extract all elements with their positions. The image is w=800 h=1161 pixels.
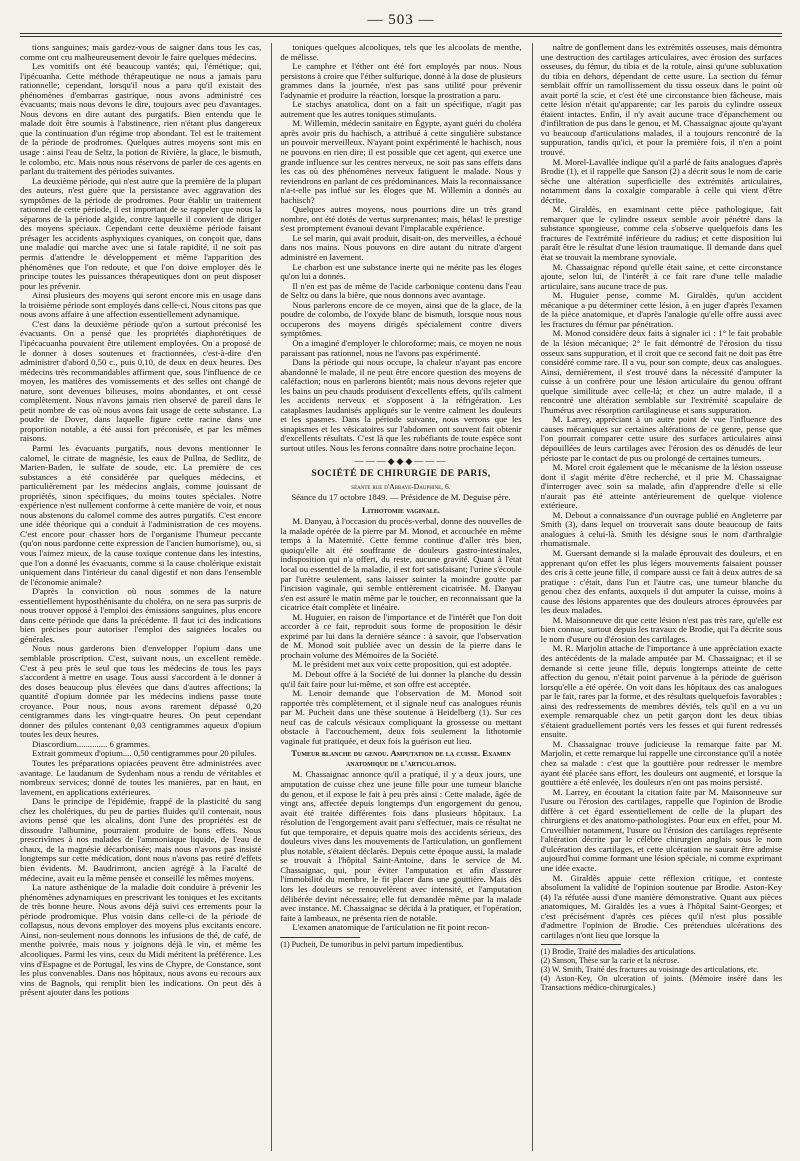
column-1 [20, 43, 261, 1151]
columns [20, 43, 782, 1151]
paragraph: M. Giraldès, en examinant cette pièce pathologique, fait remarquer que le cylindre osseux semble avoir pénétré dans la substance spongieuse, comme cela s'observe quelquefois dans les fractures de l'extrémité inférieure du radius; et cette disposition lui paraît être le résultat d'une lésion traumatique. Il demande dans quel état se trouvait la membrane synoviale. [540, 204, 782, 263]
paragraph: M. Giraldès appuie cette réflexion critique, et conteste absolument la validité de l'opinion soutenue par Brodie. Aston-Key (4) l'a réfutée aussi d'une manière démonstrative. Quant aux pièces anatomiques, M. Giraldès les a vues à l'hôpital Saint-Georges; et c'est précisément d'après ces pièces qu'il n'est plus possible d'admettre l'opinion de Brodie. Ces prétendues ulcérations des cartilages n'ont lieu que lorsque la [540, 872, 782, 940]
column-2 [271, 43, 521, 1151]
footnote: (1) Brodie, Traité des maladies des articulations. [540, 947, 696, 957]
paragraph: Nous parlerons encore de ce moyen, ainsi que de la glace, de la poudre de colombo, de l'oxyde blanc de bismuth, lorsque nous nous occuperons des moyens dirigés spécialement contre divers symptômes. [280, 299, 522, 339]
paragraph: M. Monod considère deux faits à signaler ici : 1° le fait probable de la lésion mécanique; 2° le fait démontré de l'érosion du tissu osseux sans suppuration, et il croit que ce second fait ne doit pas être considéré comme rare. Il a vu, pour son compte, deux cas analogues. Ainsi, dernièrement, il s'est trouvé dans la nécessité d'amputer la cuisse à un confrère pour une lésion articulaire du genou offrant quelque similitude avec celle-là; et chez un autre malade, il a rencontré une altération semblable sur l'extrémité scapulaire de l'humérus avec résorption cartilagineuse et sans suppuration. [540, 328, 782, 415]
paragraph: Dans le principe de l'épidémie, frappé de la plasticité du sang chez les cholériques, du peu de parties fluides qu'il contenait, nous avions pensé que les alcalins, dont l'une des propriétés est de dissoudre l'albumine, pourraient produire de bons effets. Nous prescrivîmes à nos malades de l'ammoniaque liquide, de l'eau de chaux, de la magnésie décarbonisée; mais nous n'avons pas insisté longtemps sur cette médication, dont nous n'avons pas retiré d'effets bien évidents. M. Baudrimont, ancien agrégé à la Faculté de médecine, avait eu la même pensée et conseillé les mêmes moyens. [20, 796, 262, 883]
paragraph: Nous nous garderons bien d'envelopper l'opium dans une semblable proscription. C'est, suivant nous, un excellent remède. C'est à peu près le seul que tous les médecins de tous les pays s'accordent à mettre en usage. Tous aussi s'accordent à le donner à des doses beaucoup plus élevées que dans d'autres affections; la quantité d'opium donnée par les médecins indiens passe toute croyance. Pour nous, nous avons rarement dépassé 0,20 centigrammes dans les vingt-quatre heures. On peut cependant donner des pilules contenant 0,03 centigrammes aqueux d'opium toutes les deux heures. [20, 643, 262, 740]
paragraph: Le sel marin, qui avait produit, disait-on, des merveilles, a échoué dans nos mains. Nous pouvons en dire autant du nitrate d'argent administré en lavement. [280, 232, 522, 263]
paragraph: M. Morel croit également que le mécanisme de la lésion osseuse dont il s'agit mérite d'être recherché, et il prie M. Chassaignac d'interroger avec soin sa malade, afin d'apprendre d'elle si elle n'aurait pas été atteinte antérieurement de quelque violence extérieure. [540, 462, 782, 511]
paragraph: M. Debout a connaissance d'un ouvrage publié en Angleterre par Smith (3), dans lequel on trouverait sans doute beaucoup de faits analogues à celui-là. Smith les désigne sous le nom d'arthralgie rhumatismale. [540, 509, 782, 549]
paragraph: La nature asthénique de la maladie doit conduire à prévenir les phénomènes adynamiques en prescrivant les toniques et les excitants de très bonne heure. Nous avons déjà suivi ces errements pour la période prodromique. Plus voisin dans celle-ci de la période de collapsus, nous devons employer des moyens plus excitants encore. Ainsi, non-seulement nous donnons les infusions de thé, de café, de menthe poivrée, mais nous y joignons déjà le vin, et même les alcooliques. Parmi les vins, ceux du Midi méritent la préférence. Les vins d'Espagne et de Portugal, les vins de Chypre, de Constance, sont les plus convenables. Dans nos hôpitaux, nous avons eu recours aux vins de Bagnols, qui remplit bien les indications. On peut dès à présent ajouter dans les potions [20, 882, 262, 998]
paragraph: Dans la période qui nous occupe, la chaleur n'ayant pas encore abandonné le malade, il ne peut être encore question des moyens de caléfaction; nous en parlerons bientôt; mais nous devons rejeter que les bains un peu chauds produisent d'excellents effets, qu'ils calment les accidents nerveux et s'opposent à la réfrigération. Les cataplasmes laudanisés appliqués sur le ventre calment les douleurs et les spasmes. Dans la période suivante, nous verrons que les sinapismes et les vésicatoires sur l'abdomen ont souvent fait obtenir d'excellents résultats. C'est là que les rubéfiants de toute espèce sont surtout utiles. Nous les ferons connaître dans notre prochaine leçon. [280, 357, 522, 453]
paragraph: M. Chassaignac répond qu'elle était saine, et cette circonstance ajoute, selon lui, de l'intérêt à ce fait rare d'une telle maladie articulaire, sans aucune trace de pus. [540, 261, 782, 291]
paragraph: M. le président met aux voix cette proposition, qui est adoptée. [292, 659, 512, 670]
paragraph: On a imaginé d'employer le chloroforme; mais, ce moyen ne nous paraissant pas rationnel, nous ne l'avons pas expérimenté. [280, 337, 522, 358]
paragraph: Parmi les évacuants purgatifs, nous devons mentionner le calomel, le citrate de magnésie, les eaux de Pullna, de Sedlitz, de Marien-Baden, le sulfate de soude, etc. La première de ces substances a été considérée par quelques médecins, et particulièrement par les médecins anglais, comme jouissant de propriétés, sinon spécifiques, du moins toutes spéciales. Notre expérience n'est nullement conforme à cette manière de voir, et nous nous abstenons du calomel comme des autres purgatifs. C'est encore une idée théorique qui a conduit à l'administration de ces moyens. C'est encore pour chasser hors de l'organisme l'humeur peccante (qu'on nous pardonne cette expression de l'ancien humorisme), ou, si vous l'aimez mieux, de la cause toxique contenue dans les intestins, que l'on a donné les évacuants, comme si la cause cholérique existait uniquement dans l'intérieur du canal digestif et non dans l'ensemble de l'économie animale? [20, 442, 262, 587]
column-2-tumeur [280, 770, 521, 932]
paragraph: D'après la conviction où nous sommes de la nature essentiellement hyposthénisante du choléra, on ne sera pas surpris de nous trouver opposé à l'emploi des émissions sanguines, plus encore dans cette période que dans la précédente. Il faut ici des indications bien précises pour autoriser l'emploi des saignées locales ou générales. [20, 586, 262, 644]
paragraph: Il n'en est pas de même de l'acide carbonique contenu dans l'eau de Seltz ou dans la bière, que nous donnons avec avantage. [280, 280, 522, 301]
paragraph: M. Danyau, à l'occasion du procès-verbal, donne des nouvelles de la malade opérée de la pierre par M. Monod, et accouchée en même temps à la Maternité. Cette femme continue d'aller très bien, quoiqu'elle ait été souffrante de douleurs gastro-intestinales, indisposition qui n'a offert, du reste, aucune gravité. Quant à l'état local ou essentiel de la maladie, il est fort satisfaisant; l'urine s'écoule par l'urètre seulement, sans laisser suinter la moindre goutte par l'incision vaginale, qui semble entièrement cicatrisée. M. Danyau s'en est assuré le matin même par le toucher, en reconnaissant que la cicatrice était complète et linéaire. [280, 516, 522, 613]
paragraph: Toutes les préparations opiacées peuvent être administrées avec avantage. Le laudanum de Sydenham nous a rendu de véritables et nombreux services; donné de toutes les manières, par en haut, en lavement, en applications extérieures. [20, 758, 262, 797]
footnote-rule [541, 944, 621, 945]
paragraph: M. R. Marjolin attache de l'importance à une appréciation exacte des antécédents de la malade amputée par M. Chassaignac; et il se demande si cette jeune fille, depuis longtemps atteinte de cette affection du genou, n'était point parvenue à la période de guérison lorsqu'elle a été opérée. On voit dans les hôpitaux des cas analogues par le fait, rares par la forme, et des résultats quelquefois favorables : ainsi des redressements de membres déviés, tels qu'il en a vu un exemple remarquable chez un petit garçon dont les deux tibias s'étaient graduellement portés vers les fesses et qui furent redressés ensuite. [540, 643, 782, 740]
paragraph: La deuxième période, qui n'est autre que la première de la plupart des auteurs, n'est guère que la persistance avec aggravation des symptômes de la période de prodromes. Pour établir un traitement rationnel de cette période, il est important de se rappeler que nous la séparons de la période algide, contre laquelle il convient de diriger des moyens spéciaux. Cependant cette deuxième période faisant présager les accidents asphyxiques cyaniques, on conçoit que, dans une maladie qui marche avec une si fatale rapidité, il ne soit pas permis d'attendre le développement et même l'apparition des phénomènes que l'on redoute, et que l'on doive employer dès le principe toutes les puissances thérapeutiques dont on peut disposer pour les prévenir. [20, 175, 262, 291]
paragraph: Ainsi plusieurs des moyens qui seront encore mis en usage dans la troisième période sont employés dans celle-ci. Nous citons pas que nous avons affaire à une affection essentiellement adynamique. [20, 290, 262, 320]
paragraph: M. Willemin, médecin sanitaire en Égypte, ayant guéri du choléra après avoir pris du hachisch, a attribué à cette singulière substance un pouvoir merveilleux. N'ayant point expérimenté le hachisch, nous ne pouvons en rien dire; il est possible que cet agent, qui exerce une grande influence sur les centres nerveux, ne soit pas sans effets dans les cas où des phénomènes nerveux fatiguent le malade. Nous y reviendrons en parlant de ces prédominances. Mais la reconnaissance n'a-t-elle pas influé sur les éloges que M. Willemin a donnés au hachisch? [280, 118, 522, 205]
paragraph: M. Guersant demande si la malade éprouvait des douleurs, et en apprenant qu'on effet les plus légers mouvements faisaient pousser des cris à cette jeune fille, il compare aussi ce fait à deux autres de sa pratique : c'était, dans l'un et l'autre cas, une tumeur blanche du genou chez des enfants, auxquels il dut amputer la cuisse, moins à cause des lésions apparentes que des douleurs atroces éprouvées par les deux malades. [540, 547, 782, 616]
paragraph: Diascordium.............. 6 grammes. [32, 738, 150, 749]
footnote: (1) Pucheit, De tumoribus in pelvi partum impedientibus. [280, 939, 464, 949]
ornament-divider: ———◆◆◆——— [354, 455, 448, 466]
page-number: — 503 — [367, 12, 435, 28]
paragraph: toniques quelques alcooliques, tels que les alcoolats de menthe, de mélisse. [280, 43, 522, 62]
paragraph: Extrait gommeux d'opium.... 0,50 centigrammes pour 20 pilules. [32, 748, 257, 759]
column-3-footnotes [541, 947, 782, 992]
paragraph: M. Larrey, appréciant à un autre point de vue l'influence des causes mécaniques sur certaines altérations de ce genre, pense que l'on pourrait comparer cette usure des surfaces articulaires ainsi dépouillées de leurs cartilages avec l'érosion des os dénudés de leur périoste par le contact de pus ou prolongé de certaines tumeurs. [540, 414, 782, 463]
column-2-society [280, 517, 521, 746]
paragraph: naître de gonflement dans les extrémités osseuses, mais démontra une destruction des cartilages articulaires, avec érosion des surfaces osseuses, du fémur, du tibia et de la rotule, ainsi qu'une subluxation du tibia en dehors, dépendant de cette usure. La section du fémur semblait offrir un ramollissement du tissu osseux dans le point où avait porté la scie, et c'est été une circonstance bien fâcheuse, mais cette lésion n'était qu'apparente; car les parois du cylindre osseux étaient intactes. Enfin, il n'y avait aucune trace d'épanchement ou d'infiltration de pus dans le genou, et M. Chassaignac ajoute qu'ayant vu beaucoup d'articulations malades, il a toujours rencontré de la suppuration, tandis qu'ici, et pour la première fois, il n'en a point trouvé. [540, 43, 782, 158]
section-heading-tumeur: Tumeur blanche du genou. Amputation de la cuisse. Examen anatomique de l'articulation. [291, 748, 511, 768]
footnote: (4) Aston-Key, On ulceration of joints. (Mémoire inséré dans les Transactions médico-chirurgicales.) [540, 974, 782, 993]
paragraph: M. Lenoir demande que l'observation de M. Monod soit rapportée très complètement, et il signale neuf cas analogues réunis par M. Pucheit dans une thèse soutenue à Heidelberg (1). Sur ces neuf cas de calculs vésicaux compliquant la grossesse ou mettant obstacle à l'accouchement, deux fois seulement la lithotomie vaginale fut pratiquée, et deux fois la guérison eut lieu. [280, 688, 522, 746]
paragraph: Le camphre et l'éther ont été fort employés par nous. Nous persistons à croire que l'éther sulfurique, donné à la dose de plusieurs grammes dans la journée, n'est pas sans utilité pour prévenir l'adynamie et produire la réaction, lorsque la prostration a paru. [280, 61, 522, 100]
paragraph: tions sanguines; mais gardez-vous de saigner dans tous les cas, comme ont cru malheureusement devoir le faire quelques médecins. [20, 43, 262, 62]
column-2-lecture [280, 43, 521, 454]
paragraph: M. Huguier pense, comme M. Giraldès, qu'un accident mécanique a pu déterminer cette lésion, à en juger d'après l'examen de la pièce anatomique, et d'après l'analogie qu'elle offre aussi avec les fractures du fémur par pénétration. [540, 290, 782, 329]
paragraph: M. Morel-Lavallée indique qu'il a parlé de faits analogues d'après Brodie (1), et il rappelle que Sanson (2) a décrit sous le nom de carie sèche une altération superficielle des extrémités articulaires, notamment dans la coxalgie comparable à celle qui vient d'être décrite. [540, 156, 782, 205]
section-heading-lithotomie: Lithotomie vaginale. [362, 504, 440, 515]
paragraph: M. Maisonneuve dit que cette lésion n'est pas très rare, qu'elle est bien connue, surtout depuis les travaux de Brodie, qui l'a décrite sous le nom d'usure ou d'érosion des cartilages. [540, 614, 782, 644]
paragraph: C'est dans la deuxième période qu'on a surtout préconisé les évacuants. On a pensé que les propriétés diaphorétiques de l'ipécacuanha pouvaient être utilement employées. On a proposé de le donner à doses soutenues et fractionnées, c'est-à-dire d'en administrer d'abord 0,50 c., puis 0,10, de deux en deux heures. Des médecins très recommandables affirment que, sous l'influence de ce moyen, les matières des vomissements et des selles ont changé de nature, sont devenues bilieuses, moins abondantes, et ont cessé complètement. Nous n'avons jamais rien observé de pareil dans le petit nombre de cas où nous avons fait usage de cette substance. La poudre de Dover, dans laquelle figure cette racine dans une proportion notable, a été aussi fort préconisée, et par les mêmes raisons. [20, 318, 262, 444]
paragraph: Quelques autres moyens, nous pourrions dire un très grand nombre, ont été dotés de vertus surprenantes; mais, hélas! le prestige s'est promptement évanoui devant l'implacable expérience. [280, 204, 522, 234]
column-3-body [541, 43, 782, 940]
column-3 [532, 43, 782, 1151]
paragraph: M. Debout offre à la Société de lui donner la planche du dessin qu'il fait faire pour lui-même, et son offre est acceptée. [280, 669, 522, 689]
paragraph: M. Larrey, en écoutant la citation faite par M. Maisonneuve sur l'usure ou l'érosion des cartilages, rappelle que l'opinion de Brodie diffère à cet égard essentiellement de celle de la plupart des chirurgiens et des anatomo-pathologistes. Pour eux en effet, pour M. Cruveilhier notamment, l'usure ou l'érosion des cartilages représente l'altération décrite par le célèbre chirurgien anglais sous le nom d'ulcération des cartilages, et cette ulcération ne saurait être admise aujourd'hui comme formant une lésion spéciale, ni comme exprimant une idée exacte. [540, 786, 782, 874]
paragraph: M. Huguier, en raison de l'importance et de l'intérêt que l'on doit accorder à ce fait, reproduit sous forme de proposition le désir exprimé par lui dans la dernière séance : à savoir, que l'observation de M. Monod soit publiée avec un dessin de la pierre dans le prochain volume des Mémoires de la Société. [280, 611, 522, 660]
society-address: séante rue d'Abbaye-Dauphine, 6. [351, 481, 451, 491]
paragraph: L'examen anatomique de l'articulation ne fit point recon- [292, 922, 490, 933]
footnote: (2) Sanson, Thèse sur la carie et la nécrose. [540, 956, 680, 966]
paragraph: Les vomitifs ont été beaucoup vantés; qui, l'émétique; qui, l'ipécuanha. Cette méthode thérapeutique ne nous a jamais paru rationnelle; cependant, lorsqu'il nous a paru qu'il existait des phénomènes d'embarras gastrique, nous avons administré ces évacuants; mais nous devons le dire, toujours avec peu d'avantages. Nous devons en dire autant des purgatifs. Bien entendu que le malade doit être soumis à l'abstinence, rien n'étant plus dangereux que la continuation d'un régime trop abondant. Tel est le traitement de la période de prodromes. Quelques autres moyens sont mis en usage : ainsi l'eau de Seltz, la potion de Rivière, la glace, le bismuth, le colombo, etc. Mais nous nous réservons de parler de ces agents en parlant du traitement des périodes suivantes. [20, 61, 262, 177]
meeting-line: Séance du 17 octobre 1849. — Présidence de M. Deguise père. [291, 492, 511, 503]
paragraph: Le stachys anatolica, dont on a fait un spécifique, n'agit pas autrement que les autres toniques stimulants. [280, 99, 522, 119]
footnote: (3) W. Smith, Traité des fractures au voisinage des articulations, etc. [540, 965, 759, 975]
header-rule [20, 33, 782, 37]
paragraph: Le charbon est une substance inerte qui ne mérite pas les éloges qu'on lui a donnés. [280, 261, 522, 282]
paragraph: M. Chassaignac annonce qu'il a pratiqué, il y a deux jours, une amputation de cuisse chez une jeune fille pour une tumeur blanche du genou, et il expose le fait à peu près ainsi : Cette malade, âgée de vingt ans, affectée depuis longtemps d'un engorgement du genou, avait été traitée différentes fois dans plusieurs hôpitaux. La résolution de l'engorgement avait paru s'effectuer, mais ce résultat ne fut que temporaire, et depuis quatre mois des accidents sérieux, des douleurs vives dans les mouvements de l'articulation, un gonflement plus notable, s'étaient déclarés. Depuis cette époque aussi, la malade se trouvait à l'hôpital Saint-Antoine, dans le service de M. Chassaignac, qui, pour éviter l'amputation et afin d'assurer l'immobilité du membre, le fit placer dans une gouttière. Mais dès lors les douleurs se renouvelèrent avec intensité, et l'amputation délibérée devint nécessaire; elle fut demandée même par la malade avec instance. M. Chassaignac se décida à la pratiquer, et l'opération, faite à lambeaux, ne présenta rien de notable. [280, 769, 522, 923]
paragraph: M. Chassaignac trouve judicieuse la remarque faite par M. Marjolin, et cette remarque lui rappelle une circonstance qu'il a notée chez sa malade : c'est que la gouttière pour redresser le membre ayant été placée sans effort, les douleurs ont augmenté, et lorsque la gouttière a été enlevée, les douleurs n'en ont pas moins persisté. [540, 738, 782, 788]
society-title: SOCIÉTÉ DE CHIRURGIE DE PARIS, [311, 469, 491, 480]
footnote-rule [280, 937, 360, 938]
